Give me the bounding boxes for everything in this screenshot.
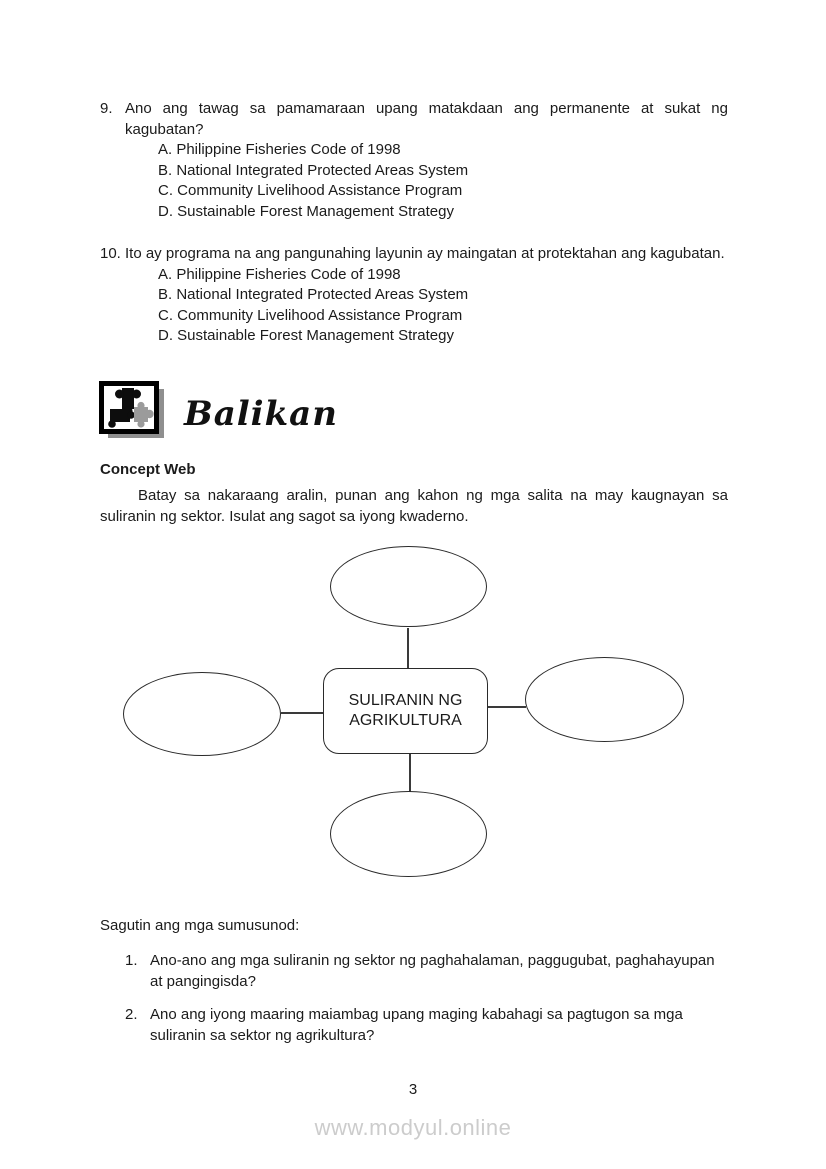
concept-node-bottom <box>330 791 487 877</box>
choice-b: B. National Integrated Protected Areas System <box>158 161 469 179</box>
choice-d: D. Sustainable Forest Management Strategy <box>158 327 454 344</box>
concept-center-line1: SULIRANIN NG <box>348 692 463 709</box>
followup-heading: Sagutin ang mga sumusunod: <box>100 917 300 934</box>
item-text: Ano ang iyong maaring maiambag upang maging kabahagi sa pagtugon sa mga suliranin sa sektor ng agrikultura? <box>150 1006 683 1044</box>
concept-node-left <box>123 672 281 756</box>
item-number: 1. <box>125 952 138 969</box>
question-number: 10. <box>100 245 121 262</box>
concept-node-right <box>525 657 684 742</box>
question-text: Ito ay programa na ang pangunahing layunin ay maingatan at protektahan ang kagubatan. <box>125 245 725 262</box>
item-number: 2. <box>125 1006 138 1023</box>
connector-bottom <box>409 752 411 792</box>
choice-a: A. Philippine Fisheries Code of 1998 <box>158 265 401 283</box>
concept-web-diagram <box>0 540 826 885</box>
connector-right <box>485 706 526 708</box>
concept-node-top <box>330 546 487 627</box>
choices-list <box>158 265 728 347</box>
concept-web-heading: Concept Web <box>100 461 196 478</box>
connector-top <box>407 628 409 669</box>
question-number: 9. <box>100 100 113 117</box>
choice-c: C. Community Livelihood Assistance Program <box>158 306 463 324</box>
item-text: Ano-ano ang mga suliranin ng sektor ng paghahalaman, paggugubat, paghahayupan at pangingisda? <box>150 952 715 990</box>
question-9 <box>100 99 728 222</box>
puzzle-pieces-icon <box>98 380 168 449</box>
concept-web-instructions: Batay sa nakaraang aralin, punan ang kahon ng mga salita na may kaugnayan sa suliranin ng sektor. Isulat ang sagot sa iyong kwaderno. <box>100 487 728 525</box>
watermark: www.modyul.online <box>314 1115 512 1140</box>
page-number: 3 <box>408 1081 418 1098</box>
choice-d: D. Sustainable Forest Management Strategy <box>158 202 454 220</box>
balikan-title: Balikan <box>184 394 338 434</box>
choice-a: A. Philippine Fisheries Code of 1998 <box>158 141 401 158</box>
concept-center-box <box>323 668 488 754</box>
followup-item-2 <box>125 1005 730 1046</box>
followup-item-1 <box>125 951 730 992</box>
connector-left <box>281 712 324 714</box>
concept-center-line2: AGRIKULTURA <box>349 712 462 729</box>
balikan-section <box>98 380 338 449</box>
question-text: Ano ang tawag sa pamamaraan upang matakdaan ang permanente at sukat ng kagubatan? <box>125 100 728 138</box>
choices-list <box>158 140 728 222</box>
choice-c: C. Community Livelihood Assistance Program <box>158 182 463 199</box>
choice-b: B. National Integrated Protected Areas System <box>158 286 469 303</box>
question-10 <box>100 244 728 347</box>
